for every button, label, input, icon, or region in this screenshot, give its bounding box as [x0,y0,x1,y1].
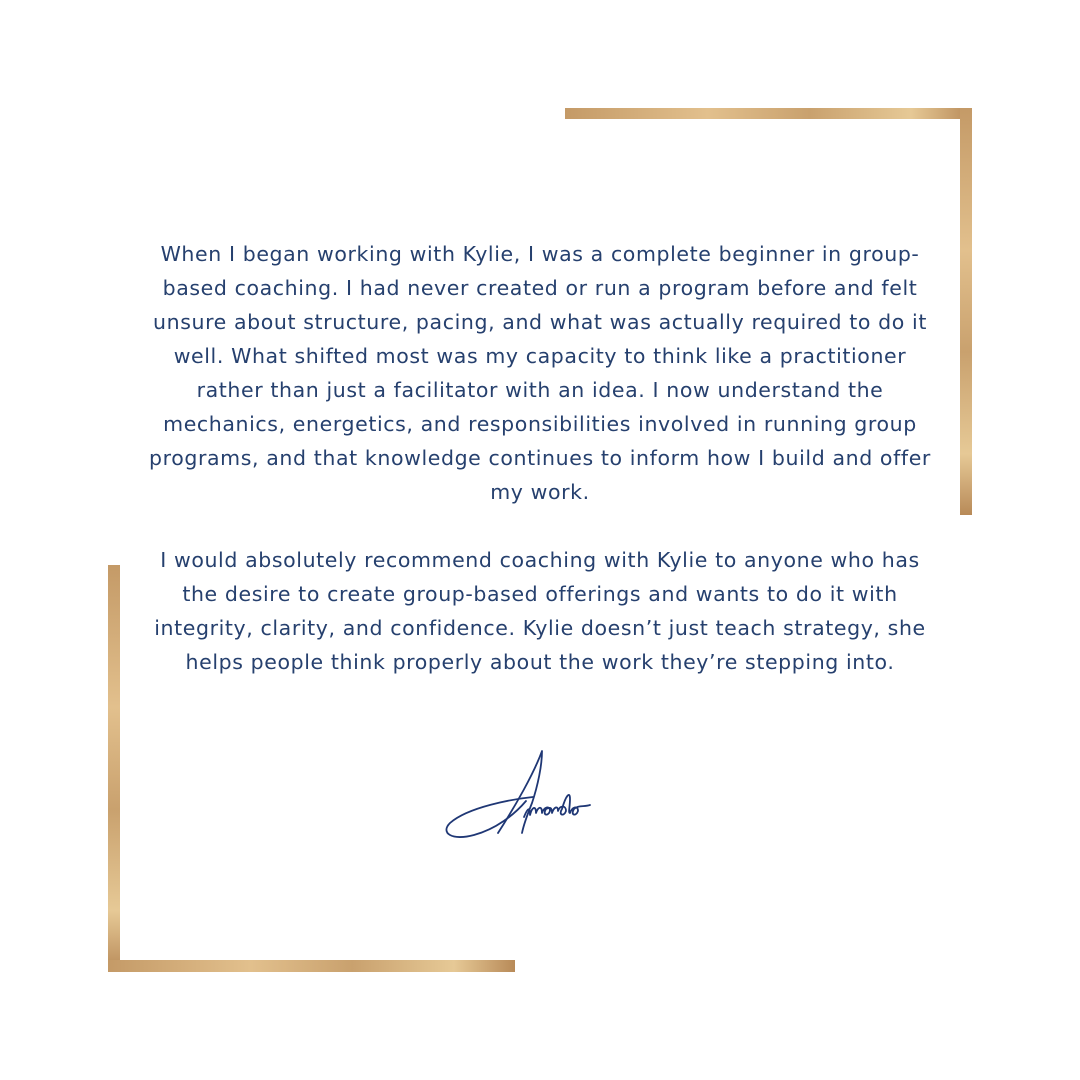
frame-top-right-vertical [960,108,972,515]
frame-top-right-horizontal [565,108,972,119]
frame-bottom-left-vertical [108,565,120,972]
signature-amanda [438,745,608,845]
testimonial-paragraph-1: When I began working with Kylie, I was a complete beginner in group-based coaching. I had never created or run a program before and felt unsure about structure, pacing, and what was actually required to do it well. What shifted most was my capacity to think like a practitioner rather than just a facilitator with an idea. I now understand the mechanics, energetics, and responsibilities involved in running group programs, and that knowledge continues to inform how I build and offer my work. [149,242,931,504]
frame-bottom-left-horizontal [108,960,515,972]
testimonial-paragraph-2: I would absolutely recommend coaching with Kylie to anyone who has the desire to create group-based offerings and wants to do it with integrity, clarity, and confidence. Kylie doesn’t just teach strategy, she helps people think properly about the work they’re stepping into. [154,548,926,674]
testimonial-text [140,237,940,679]
